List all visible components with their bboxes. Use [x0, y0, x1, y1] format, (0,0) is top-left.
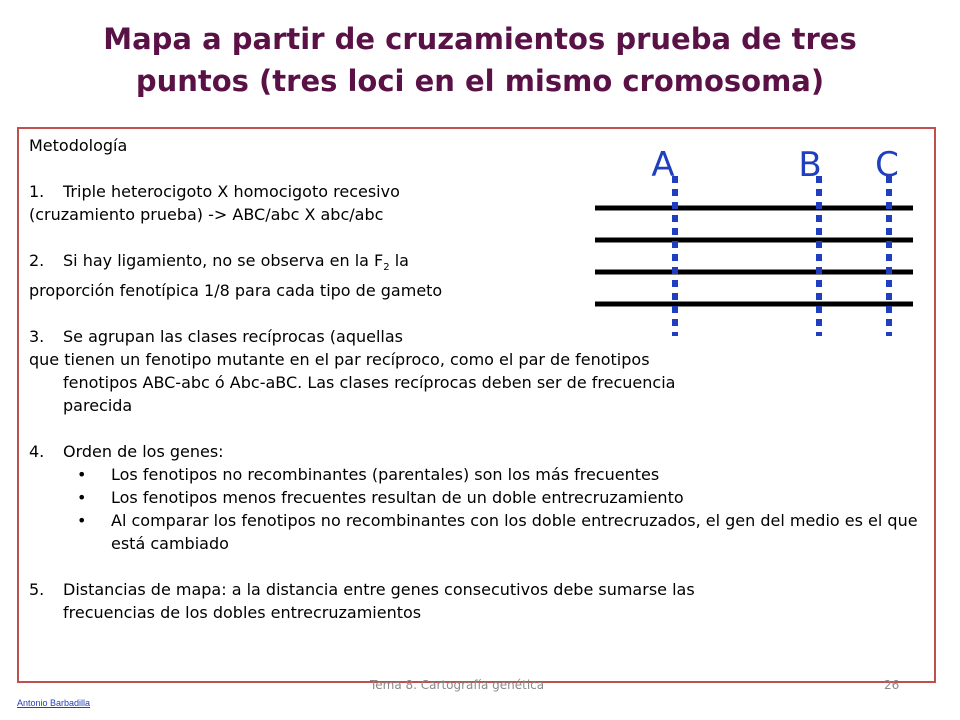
author-link[interactable]: Antonio Barbadilla: [17, 698, 91, 708]
step-5-line-1: 5. Distancias de mapa: a la distancia entre genes consecutivos debe sumarse las: [29, 580, 695, 600]
step-1-line-1: 1. Triple heterocigoto X homocigoto recesivo: [29, 182, 400, 201]
bullet-icon: •: [77, 511, 87, 531]
chromosome-diagram: [590, 140, 920, 340]
step-2-line-2: proporción fenotípica 1/8 para cada tipo de gameto: [29, 281, 443, 301]
title-line-1: Mapa a partir de cruzamientos prueba de tres: [103, 22, 857, 56]
footer-topic: Tema 8. Cartografía genética: [370, 678, 545, 692]
methodology-heading: Metodología: [29, 136, 128, 155]
locus-b-label: B: [798, 145, 822, 185]
step-3-line-3: fenotipos ABC-abc ó Abc-aBC. Las clases recíprocas deben ser de frecuencia: [63, 373, 676, 393]
bullet-icon: •: [77, 488, 87, 508]
bullet-item: • Los fenotipos no recombinantes (parentales) son los más frecuentes: [77, 465, 660, 485]
page-number: 26: [884, 678, 900, 692]
bullet-item: • Los fenotipos menos frecuentes resultan de un doble entrecruzamiento: [77, 488, 684, 508]
step-3-line-2: que tienen un fenotipo mutante en el par recíproco, como el par de fenotipos: [29, 350, 650, 370]
slide-title: [20, 18, 940, 102]
step-1-line-2: (cruzamiento prueba) -> ABC/abc X abc/abc: [29, 205, 384, 224]
bullet-item: • Al comparar los fenotipos no recombinantes con los doble entrecruzados, el gen del medio es el que está cambiado: [77, 511, 918, 554]
step-5-line-2: frecuencias de los dobles entrecruzamientos: [63, 603, 422, 623]
locus-a-label: A: [651, 145, 675, 185]
bullet-icon: •: [77, 465, 87, 485]
step-2-line-1: 2. Si hay ligamiento, no se observa en la $F_2$ la: [29, 251, 409, 274]
step-4-label: 4. Orden de los genes:: [29, 442, 224, 462]
step-3-line-4: parecida: [63, 396, 133, 416]
step-4-bullets: [29, 463, 929, 555]
step-3-line-1: 3. Se agrupan las clases recíprocas (aquellas: [29, 327, 403, 347]
title-line-2: puntos (tres loci en el mismo cromosoma): [135, 64, 825, 98]
locus-c-label: C: [875, 145, 899, 185]
